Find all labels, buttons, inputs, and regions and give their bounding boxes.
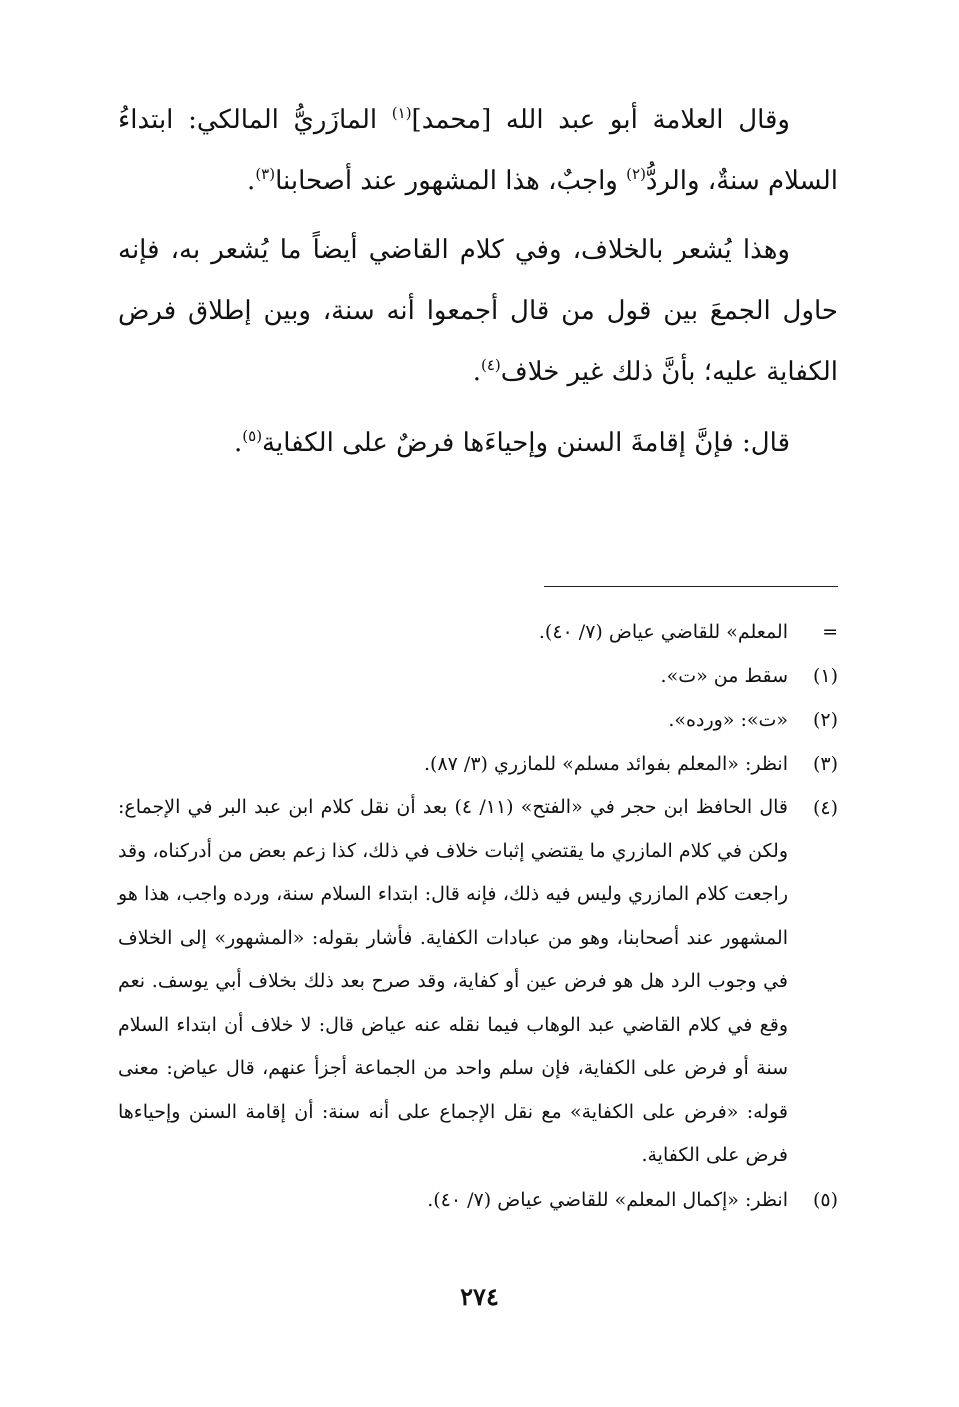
footnote-text: انظر: «المعلم بفوائد مسلم» للمازري (٣/ ٨٧). bbox=[424, 753, 788, 775]
paragraph-1-text-c: واجبٌ، هذا المشهور عند أصحابنا bbox=[275, 166, 627, 196]
footnote-2 bbox=[118, 698, 838, 742]
footnote-ref-3[interactable]: (٣) bbox=[255, 165, 276, 183]
footnote-number: (٣) bbox=[812, 753, 838, 775]
footnote-text: قال الحافظ ابن حجر في «الفتح» (١١/ ٤) بعد أن نقل كلام ابن عبد البر في الإجماع: ولكن في كلام المازري ما يقتضي إثبات خلاف في ذلك، كذا زعم بعض من أدركناه، وقد راجعت كلام المازري وليس فيه ذلك، فإنه قال: ابتداء السلام سنة، ورده واجب، هذا هو المشهور عند أصحابنا، وهو من عبادات الكفاية. فأشار بقوله: «المشهور» إلى الخلاف في وجوب الرد هل هو فرض عين أو كفاية، وقد صرح بعد ذلك بخلاف أبي يوسف. نعم وقع في كلام القاضي عبد الوهاب فيما نقله عنه عياض قال: لا خلاف أن ابتداء السلام سنة أو فرض على الكفاية، فإن سلم واحد من الجماعة أجزأ عنهم، قال عياض: معنى قوله: «فرض على الكفاية» مع نقل الإجماع على أنه سنة: أن إقامة السنن وإحياءها فرض على الكفاية. bbox=[118, 796, 789, 1166]
paragraph-2-text-a: وهذا يُشعر بالخلاف، وفي كلام القاضي أيضاً ما يُشعر به، فإنه حاول الجمعَ بين قول من قال أجمعوا أنه سنة، وبين إطلاق فرض الكفاية عليه؛ بأنَّ ذلك غير خلاف bbox=[118, 235, 838, 387]
footnote-3 bbox=[118, 742, 838, 786]
footnote-continuation bbox=[118, 610, 838, 654]
footnote-number: (٢) bbox=[812, 709, 838, 731]
paragraph-1-text-d: . bbox=[247, 166, 256, 196]
paragraph-1 bbox=[118, 90, 838, 212]
paragraph-3-text-a: قال: فإنَّ إقامةَ السنن وإحياءَها فرضٌ على الكفاية bbox=[262, 428, 790, 458]
page-body bbox=[118, 90, 838, 1211]
paragraph-2-text-b: . bbox=[472, 357, 481, 387]
paragraph-1-text-a: وقال العلامة أبو عبد الله [محمد] bbox=[411, 105, 790, 135]
footnote-ref-5[interactable]: (٥) bbox=[242, 427, 263, 445]
footnote-number: (٤) bbox=[812, 797, 838, 819]
footnote-5 bbox=[118, 1178, 838, 1222]
footnote-number: (١) bbox=[812, 665, 838, 687]
paragraph-1-text-b: المازَريُّ المالكي: ابتداءُ السلام سنةٌ، والردُّ bbox=[118, 105, 838, 196]
footnote-text: «ت»: «ورده». bbox=[668, 709, 788, 731]
main-text bbox=[118, 90, 838, 474]
footnote-number: = bbox=[822, 621, 838, 643]
footnote-text: انظر: «إكمال المعلم» للقاضي عياض (٧/ ٤٠). bbox=[427, 1188, 788, 1211]
paragraph-2 bbox=[118, 220, 838, 403]
paragraph-3-text-b: . bbox=[234, 428, 243, 458]
paragraph-3 bbox=[118, 413, 838, 474]
footnote-ref-2[interactable]: (٢) bbox=[626, 165, 646, 183]
footnote-text: المعلم» للقاضي عياض (٧/ ٤٠). bbox=[538, 621, 788, 643]
footnote-text: سقط من «ت». bbox=[660, 665, 788, 687]
footnote-ref-4[interactable]: (٤) bbox=[480, 356, 501, 374]
footnote-4 bbox=[118, 786, 838, 1178]
page-number: ٢٧٤ bbox=[460, 1282, 499, 1311]
footnote-ref-1[interactable]: (١) bbox=[391, 104, 412, 122]
footnotes bbox=[118, 610, 838, 1222]
footnote-1 bbox=[118, 654, 838, 698]
footnote-divider bbox=[544, 586, 838, 587]
footnote-number: (٥) bbox=[812, 1188, 838, 1211]
